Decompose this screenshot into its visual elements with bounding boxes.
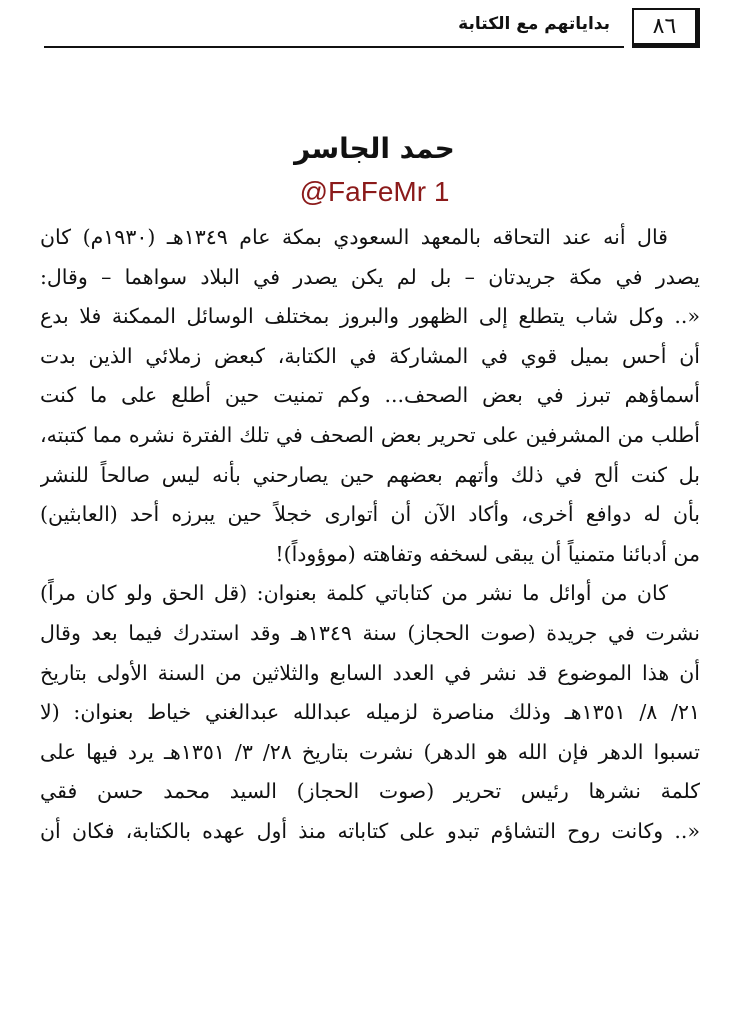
text-line: أسماؤهم تبرز في بعض الصحف... وكم تمنيت حين أطلع على ما كنت (40, 383, 700, 408)
header-rule (44, 46, 624, 48)
running-title: بداياتهم مع الكتابة (458, 14, 610, 34)
text-line: أن أحس بميل قوي في المشاركة في الكتابة، كبعض زملائي الذين بدت (40, 343, 700, 368)
text-line: بل كنت ألح في ذلك وأتهم بعضهم حين يصارحني بأنه ليس صالحاً للنشر (40, 462, 700, 487)
text-line: يصدر في مكة جريدتان – بل لم يكن يصدر في البلاد سواهما – وقال: (40, 264, 700, 289)
text-line: «.. وكل شاب يتطلع إلى الظهور والبروز بمختلف الوسائل الممكنة فلا بدع (40, 304, 700, 329)
text-line: قال أنه عند التحاقه بالمعهد السعودي بمكة عام ١٣٤٩هـ (١٩٣٠م) كان (40, 225, 668, 249)
text-line: نشرت في جريدة (صوت الحجاز) سنة ١٣٤٩هـ وقد استدرك فيما بعد وقال (40, 620, 700, 645)
text-line: ٢١/ ٨/ ١٣٥١هـ وذلك مناصرة لزميله عبدالله عبدالغني خياط بعنوان: (لا (40, 700, 700, 725)
text-line: تسبوا الدهر فإن الله هو الدهر) نشرت بتاريخ ٢٨/ ٣/ ١٣٥١هـ يرد فيها على (40, 739, 700, 764)
watermark: @FaFeMr 1 (299, 176, 450, 207)
page-header (44, 8, 700, 56)
body-text (40, 218, 700, 852)
text-line: بأن له دوافع أخرى، وأكاد الآن أن أتوارى خجلاً حين يبرزه أحد (العابثين) (40, 502, 700, 527)
page-number: ٨٦ (632, 8, 700, 48)
chapter-title: حمد الجاسر (294, 132, 455, 165)
text-line: «.. وكانت روح التشاؤم تبدو على كتاباته منذ أول عهده بالكتابة، فكان أن (40, 818, 700, 843)
text-line: من أدبائنا متمنياً أن يبقى لسخفه وتفاهته (موؤوداً)! (275, 541, 700, 566)
text-line: أن هذا الموضوع قد نشر في العدد السابع والثلاثين من السنة الأولى بتاريخ (40, 660, 700, 685)
text-line: أطلب من المشرفين على تحرير بعض الصحف في تلك الفترة نشره مما كتبته، (40, 422, 700, 447)
text-line: كلمة نشرها رئيس تحرير (صوت الحجاز) السيد محمد حسن فقي (40, 779, 700, 804)
text-line: كان من أوائل ما نشر من كتاباتي كلمة بعنوان: (قل الحق ولو كان مراً) (40, 581, 668, 606)
